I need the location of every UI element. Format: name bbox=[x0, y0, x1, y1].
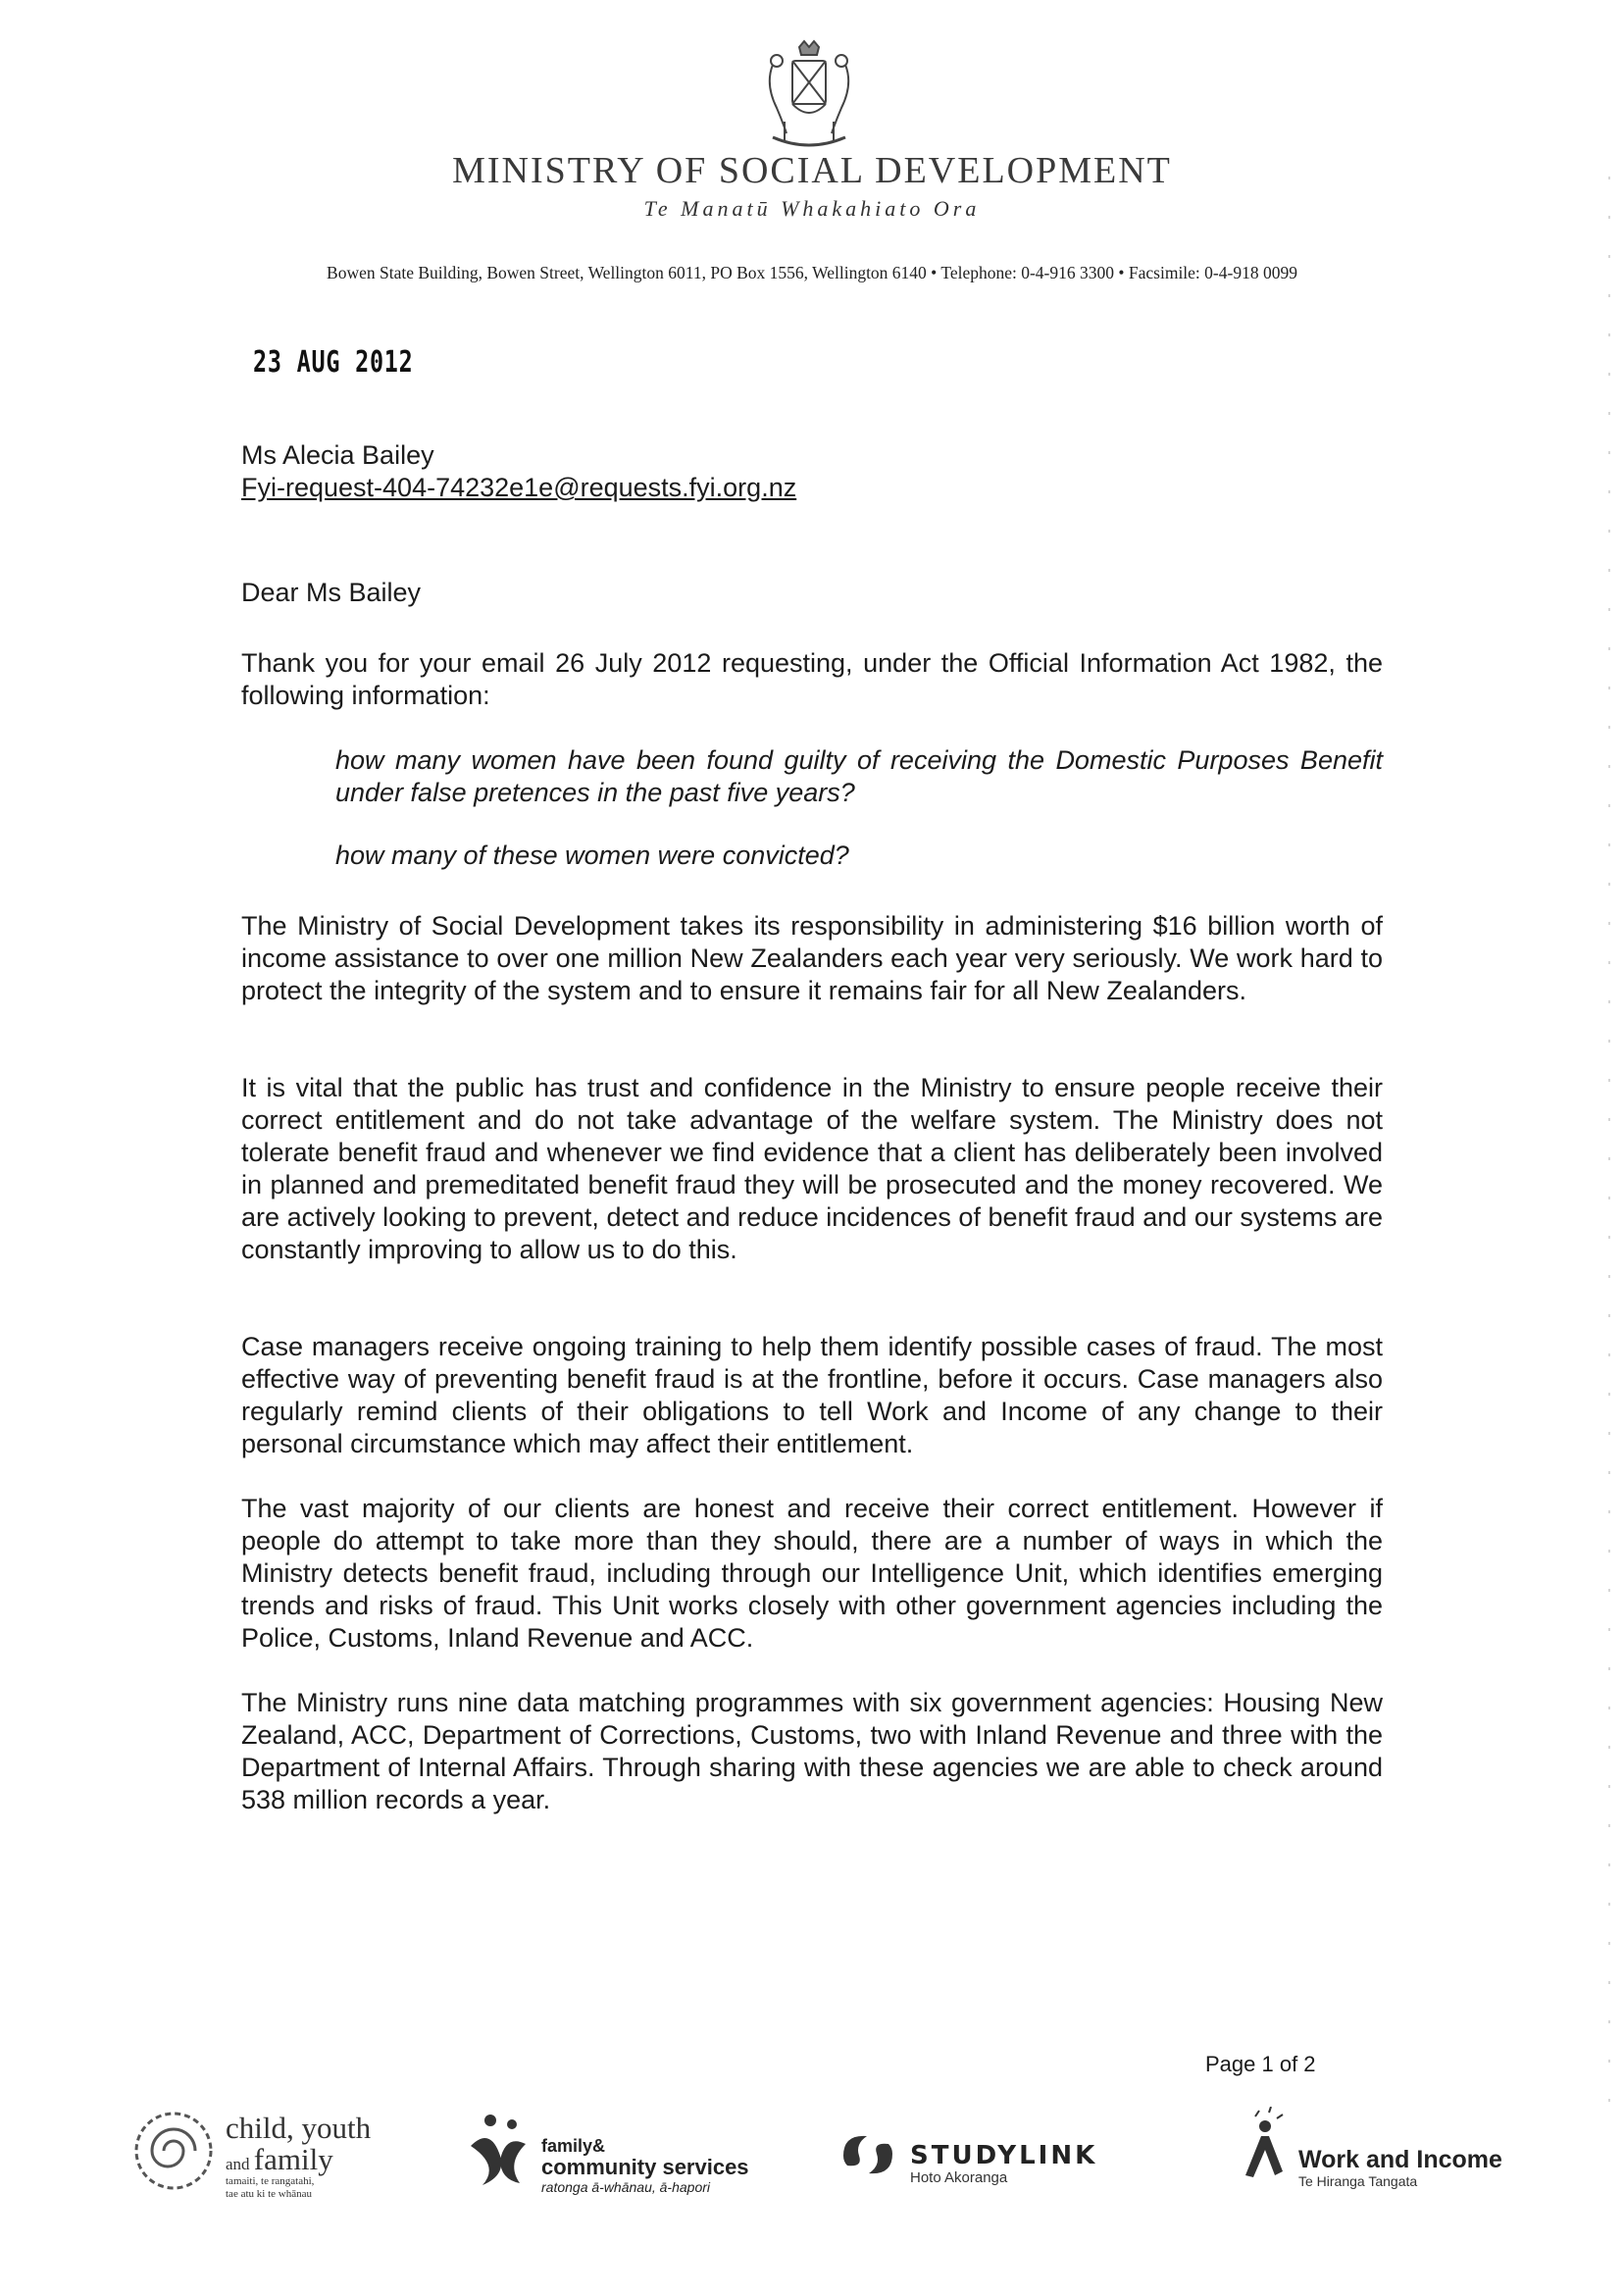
question-1: how many women have been found guilty of receiving the Domestic Purposes Benefit under false pretences in the past five years? bbox=[335, 745, 1383, 807]
cyf-tag2: tae atu ki te whānau bbox=[226, 2188, 312, 2200]
cyf-line2b: family bbox=[253, 2142, 333, 2176]
studylink-logo bbox=[834, 2107, 1167, 2215]
fcs-logo bbox=[461, 2107, 775, 2215]
recipient-block bbox=[241, 439, 796, 504]
cyf-tag1: tamaiti, te rangatahi, bbox=[226, 2175, 315, 2187]
paragraph-2: It is vital that the public has trust and confidence in the Ministry to ensure people receive their correct entitlement and do not take advantage of the welfare system. The Ministry does not tolerate benefit fraud and whenever we find evidence that a client has deliberately been involved in planned and premeditated benefit fraud they will be prosecuted and the money recovered. We are actively looking to prevent, detect and reduce incidences of benefit fraud and our systems are constantly improving to allow us to do this. bbox=[241, 1073, 1383, 1264]
fcs-tag: ratonga ā-whānau, ā-hapori bbox=[541, 2179, 711, 2195]
paragraph-1: The Ministry of Social Development takes its responsibility in administering $16 billion worth of income assistance to over one million New Zealanders each year very seriously. We work hard to protect the integrity of the system and to ensure it remains fair for all New Zealanders. bbox=[241, 911, 1383, 1005]
fcs-line1: family& bbox=[541, 2136, 606, 2156]
cyf-line1: child, youth bbox=[226, 2111, 372, 2145]
work-income-figure-icon bbox=[1226, 2107, 1294, 2195]
ministry-subtitle: Te Manatū Whakahiato Ora bbox=[643, 196, 981, 221]
studylink-swirl-icon bbox=[834, 2107, 902, 2195]
salutation: Dear Ms Bailey bbox=[241, 578, 422, 607]
paragraph-5: The Ministry runs nine data matching programmes with six government agencies: Housing New Zealand, ACC, Department of Corrections, Customs, two with Inland Revenue and three with the Department of Internal Affairs. Through sharing with these agencies we are able to check around 538 million records a year. bbox=[241, 1688, 1383, 1814]
ministry-title: MINISTRY OF SOCIAL DEVELOPMENT bbox=[452, 150, 1172, 191]
date-stamp: 23 AUG 2012 bbox=[253, 345, 414, 380]
recipient-email[interactable]: Fyi-request-404-74232e1e@requests.fyi.org.nz bbox=[241, 473, 797, 502]
paragraph-4: The vast majority of our clients are honest and receive their correct entitlement. However if people do attempt to take more than they should, there are a number of ways in which the Ministry detects benefit fraud, including through our Intelligence Unit, which identifies emerging trends and risks of fraud. This Unit works closely with other government agencies including the Police, Customs, Inland Revenue and ACC. bbox=[241, 1494, 1383, 1653]
koru-icon bbox=[129, 2107, 218, 2195]
ministry-address: Bowen State Building, Bowen Street, Wellington 6011, PO Box 1556, Wellington 6140 • Telephone: 0-4-916 3300 • Facsimile: 0-4-918 0099 bbox=[327, 263, 1297, 282]
cyf-logo bbox=[129, 2107, 404, 2215]
work-income-tag: Te Hiranga Tangata bbox=[1298, 2173, 1418, 2189]
recipient-name: Ms Alecia Bailey bbox=[241, 440, 434, 470]
cyf-line2a: and bbox=[226, 2155, 254, 2173]
work-income-logo bbox=[1226, 2107, 1520, 2215]
fcs-line2: community services bbox=[541, 2155, 749, 2179]
studylink-tag: Hoto Akoranga bbox=[910, 2169, 1008, 2186]
work-income-title: Work and Income bbox=[1298, 2146, 1502, 2173]
fern-figures-icon bbox=[461, 2107, 535, 2195]
question-2: how many of these women were convicted? bbox=[335, 841, 849, 870]
page-number: Page 1 of 2 bbox=[1205, 2052, 1316, 2076]
nz-coat-of-arms-icon bbox=[755, 39, 863, 155]
scan-artifact-edge bbox=[1608, 177, 1610, 2138]
paragraph-3: Case managers receive ongoing training to help them identify possible cases of fraud. The most effective way of preventing benefit fraud is at the frontline, before it occurs. Case managers also regularly remind clients of their obligations to tell Work and Income of any change to their personal circumstance which may affect their entitlement. bbox=[241, 1332, 1383, 1458]
intro-paragraph: Thank you for your email 26 July 2012 requesting, under the Official Information Act 1982, the following information: bbox=[241, 648, 1383, 710]
studylink-title: STUDYLINK bbox=[910, 2141, 1098, 2170]
